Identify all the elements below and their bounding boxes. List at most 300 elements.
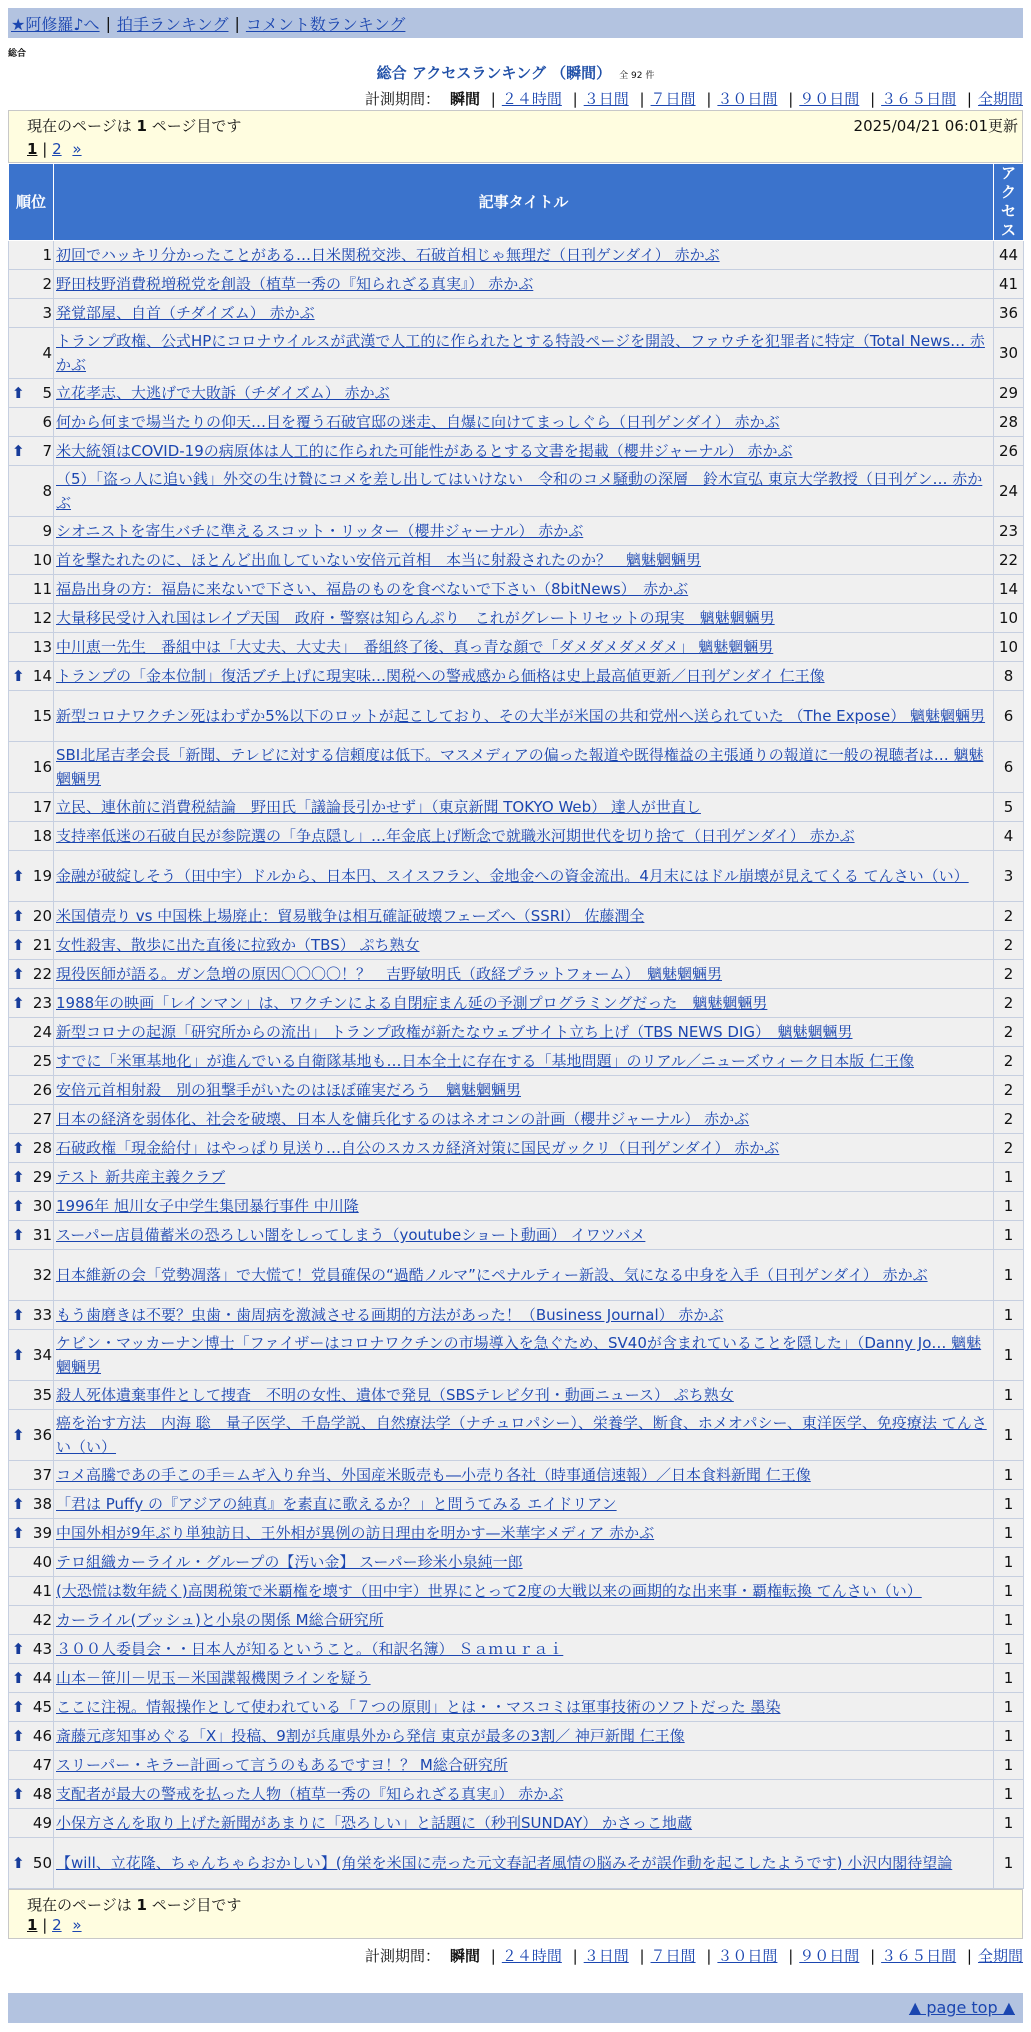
rank-number: 12 [32,609,52,627]
access-count: 1 [994,1664,1024,1693]
article-link[interactable]: 癌を治す方法 内海 聡 量子医学、千島学説、自然療法学（ナチュロパシー）、栄養学、断食、ホメオパシー、東洋医学、免疫療法 てんさい（い） [56,1414,987,1456]
access-count: 26 [994,437,1024,466]
title-cell [54,691,994,742]
access-count: 1 [994,1722,1024,1751]
rank-cell [9,793,54,822]
rank-number: 19 [32,867,52,885]
up-arrow-icon: ⬆ [12,1727,25,1745]
title-cell [54,1410,994,1461]
rank-number: 2 [42,275,52,293]
title-cell [54,1838,994,1889]
article-link[interactable]: （5）「盗っ人に追い銭」外交の生け贄にコメを差し出してはいけない 令和のコメ騒動の深層 鈴木宣弘 東京大学教授（日刊ゲン… 赤かぶ [56,470,983,512]
access-count: 29 [994,379,1024,408]
article-link[interactable]: 新型コロナワクチン死はわずか5%以下のロットが起こしており、その大半が米国の共和党州へ送られていた （The Expose） 魑魅魍魎男 [56,707,986,725]
access-count: 10 [994,604,1024,633]
rank-number: 34 [32,1346,52,1364]
article-link[interactable]: 殺人死体遺棄事件として捜査 不明の女性、遺体で発見（SBSテレビ夕刊・動画ニュース） ぷち熟女 [56,1386,734,1404]
period-separator: | [706,1947,712,1965]
up-arrow-icon: ⬆ [12,965,25,983]
title-cell [54,1076,994,1105]
period-3d-link[interactable]: ３日間 [583,1947,629,1965]
rank-cell [9,1519,54,1548]
period-separator: | [639,1947,645,1965]
rank-cell [9,1751,54,1780]
rank-number: 26 [32,1081,52,1099]
period-separator: | [788,90,794,108]
period-365d-link[interactable]: ３６５日間 [881,90,957,108]
period-current: 瞬間 [449,1947,480,1965]
up-arrow-icon: ⬆ [12,1854,25,1872]
period-separator: | [870,1947,876,1965]
table-row [9,1548,1024,1577]
table-row [9,1809,1024,1838]
table-row [9,1250,1024,1301]
access-count: 2 [994,1018,1024,1047]
current-page-info [27,115,241,136]
ranking-table [8,163,1024,1889]
rank-number: 24 [32,1023,52,1041]
rank-number: 37 [32,1466,52,1484]
table-row [9,437,1024,466]
title-cell [54,1221,994,1250]
current-page-info [27,1894,241,1915]
rank-number: 25 [32,1052,52,1070]
rank-number: 35 [32,1386,52,1404]
rank-cell [9,960,54,989]
access-count: 1 [994,1519,1024,1548]
article-link[interactable]: 新型コロナの起源「研究所からの流出」 トランプ政権が新たなウェブサイト立ち上げ（TBS NEWS DIG） 魑魅魍魎男 [56,1023,853,1041]
article-link[interactable]: コメ高騰であの手この手＝ムギ入り弁当、外国産米販売も―小売り各社（時事通信速報）／日本食料新聞 仁王像 [56,1466,811,1484]
table-row [9,1519,1024,1548]
rank-cell [9,1577,54,1606]
article-link[interactable]: 中国外相が9年ぶり単独訪日、王外相が異例の訪日理由を明かす—米華字メディア 赤かぶ [56,1524,655,1542]
rank-cell [9,270,54,299]
table-row [9,299,1024,328]
rank-cell [9,1330,54,1381]
period-90d-link[interactable]: ９０日間 [799,1947,860,1965]
table-row [9,379,1024,408]
rank-cell [9,466,54,517]
access-count: 1 [994,1381,1024,1410]
table-row [9,517,1024,546]
title-cell [54,1330,994,1381]
article-link[interactable]: 支配者が最大の警戒を払った人物（植草一秀の『知られざる真実』） 赤かぶ [56,1785,564,1803]
up-arrow-icon: ⬆ [12,1426,25,1444]
rank-cell [9,546,54,575]
rank-number: 21 [32,936,52,954]
article-link[interactable]: 支持率低迷の石破自民が参院選の「争点隠し」…年金底上げ断念で就職氷河期世代を切り捨て（日刊ゲンダイ） 赤かぶ [56,827,855,845]
access-count: 1 [994,1461,1024,1490]
comment-ranking-link[interactable]: コメント数ランキング [245,14,406,34]
rank-cell [9,437,54,466]
up-arrow-icon: ⬆ [12,1168,25,1186]
period-7d-link[interactable]: ７日間 [650,1947,696,1965]
article-link[interactable]: カーライル(ブッシュ)と小泉の関係 M総合研究所 [56,1611,384,1629]
title-cell [54,1635,994,1664]
up-arrow-icon: ⬆ [12,667,25,685]
access-count: 1 [994,1410,1024,1461]
applause-ranking-link[interactable]: 拍手ランキング [116,14,229,34]
rank-number: 43 [32,1640,52,1658]
article-link[interactable]: 中川恵一先生 番組中は「大丈夫、大丈夫」 番組終了後、真っ青な顔で「ダメダメダメダメ」 魑魅魍魎男 [56,638,774,656]
article-link[interactable]: 米大統領はCOVID-19の病原体は人工的に作られた可能性があるとする文書を掲載（櫻井ジャーナル） 赤かぶ [56,442,793,460]
table-row [9,466,1024,517]
title-cell [54,633,994,662]
page-2-link[interactable]: 2 [52,140,62,158]
period-separator: | [572,1947,578,1965]
table-row [9,742,1024,793]
article-link[interactable]: 立民、連休前に消費税結論 野田氏「議論長引かせず」（東京新聞 TOKYO Web） 達人が世直し [56,798,701,816]
period-current: 瞬間 [449,90,480,108]
table-row [9,1221,1024,1250]
rank-cell [9,575,54,604]
table-row [9,1105,1024,1134]
period-separator: | [706,90,712,108]
article-link[interactable]: ここに注視。情報操作として使われている「７つの原則」とは・・マスコミは軍事技術のソフトだった 墨染 [56,1698,781,1716]
access-count: 1 [994,1221,1024,1250]
access-count: 2 [994,1047,1024,1076]
table-header-row [9,164,1024,241]
access-count: 1 [994,1577,1024,1606]
page-info-prefix: 現在のページは [27,117,132,135]
article-link[interactable]: テロ組織カーライル・グループの【汚い金】 スーパー珍米小泉純一郎 [56,1553,523,1571]
access-count: 36 [994,299,1024,328]
page-links [27,140,82,158]
article-link[interactable]: 野田枝野消費税増税党を創設（植草一秀の『知られざる真実』） 赤かぶ [56,275,534,293]
title-cell [54,575,994,604]
period-365d-link[interactable]: ３６５日間 [881,1947,957,1965]
access-count: 44 [994,241,1024,270]
access-count: 3 [994,851,1024,902]
rank-cell [9,1250,54,1301]
rank-cell [9,851,54,902]
article-link[interactable]: 山本－笹川－児玉－米国諜報機関ラインを疑う [56,1669,371,1687]
rank-cell [9,604,54,633]
rank-cell [9,742,54,793]
current-page-number: 1 [136,117,147,135]
rank-number: 1 [42,246,52,264]
article-link[interactable]: 立花孝志、大逃げで大敗訴（チダイズム） 赤かぶ [56,384,390,402]
rank-cell [9,662,54,691]
access-count: 1 [994,1192,1024,1221]
article-link[interactable]: (大恐慌は数年続く)高関税策で米覇権を壊す（田中宇）世界にとって2度の大戦以来の画期的な出来事・覇権転換 てんさい（い） [56,1582,922,1600]
rank-cell [9,1780,54,1809]
rank-cell [9,1664,54,1693]
rank-number: 27 [32,1110,52,1128]
period-separator: | [966,90,972,108]
page-1: 1 [27,140,38,158]
period-label: 計測期間： [364,90,440,108]
rank-cell [9,1548,54,1577]
table-row [9,1664,1024,1693]
access-count: 1 [994,1250,1024,1301]
rank-cell [9,1838,54,1889]
period-30d-link[interactable]: ３０日間 [717,90,778,108]
access-count: 1 [994,1163,1024,1192]
access-count: 1 [994,1490,1024,1519]
page-2-link[interactable]: 2 [52,1916,62,1934]
table-row [9,1635,1024,1664]
access-count: 41 [994,270,1024,299]
rank-number: 9 [42,522,52,540]
table-row [9,1134,1024,1163]
rank-number: 48 [32,1785,52,1803]
article-link[interactable]: 小保方さんを取り上げた新聞があまりに「恐ろしい」と話題に（秒刊SUNDAY） かさっこ地蔵 [56,1814,693,1832]
access-count: 2 [994,989,1024,1018]
table-row [9,408,1024,437]
rank-number: 30 [32,1197,52,1215]
article-link[interactable]: ３００人委員会・・日本人が知るということ。（和訳名簿） Ｓａｍｕｒａｉ [56,1640,564,1658]
category-label: 総合 [8,49,27,59]
rank-number: 5 [42,384,52,402]
access-count: 2 [994,902,1024,931]
access-count: 22 [994,546,1024,575]
up-arrow-icon: ⬆ [12,994,25,1012]
next-page-link[interactable]: » [72,1916,82,1934]
updated-timestamp: 2025/04/21 06:01更新 [853,117,1018,135]
table-row [9,851,1024,902]
rank-cell [9,328,54,379]
table-row [9,328,1024,379]
title-cell [54,1163,994,1192]
article-link[interactable]: 金融が破綻しそう（田中宇）ドルから、日本円、スイスフラン、金地金への資金流出。4月末にはドル崩壊が見えてくる てんさい（い） [56,867,969,885]
rank-number: 50 [32,1854,52,1872]
rank-cell [9,1134,54,1163]
up-arrow-icon: ⬆ [12,1698,25,1716]
current-page-number: 1 [136,1896,147,1914]
rank-number: 17 [32,798,52,816]
article-link[interactable]: すでに「米軍基地化」が進んでいる自衛隊基地も…日本全土に存在する「基地問題」のリアル／ニューズウィーク日本版 仁王像 [56,1052,914,1070]
period-separator: | [870,90,876,108]
page-top-link[interactable]: ▲ page top ▲ [908,1998,1015,2017]
title-cell [54,1809,994,1838]
article-link[interactable]: もう歯磨きは不要？虫歯・歯周病を激減させる画期的方法があった！（Business Journal） 赤かぶ [56,1306,724,1324]
title-cell [54,1519,994,1548]
top-nav-bar [8,8,1023,38]
title-cell [54,328,994,379]
table-row [9,1490,1024,1519]
up-arrow-icon: ⬆ [12,1669,25,1687]
table-row [9,1722,1024,1751]
rank-number: 4 [42,344,52,362]
access-count: 30 [994,328,1024,379]
article-link[interactable]: 1996年 旭川女子中学生集団暴行事件 中川隆 [56,1197,359,1215]
table-row [9,1606,1024,1635]
title-cell [54,437,994,466]
period-all-link[interactable]: 全期間 [977,1947,1023,1965]
period-separator: | [490,90,496,108]
article-link[interactable]: スーパー店員備蓄米の恐ろしい闇をしってしまう（youtubeショート動画） イワツバメ [56,1226,646,1244]
rank-cell [9,1192,54,1221]
page-separator: | [42,140,48,158]
rank-cell [9,1163,54,1192]
access-count: 6 [994,691,1024,742]
title-cell [54,1751,994,1780]
article-link[interactable]: SBI北尾吉孝会長「新聞、テレビに対する信頼度は低下。マスメディアの偏った報道や既得権益の主張通りの報道に一般の視聴者は… 魑魅魍魎男 [56,746,984,788]
page-info-suffix: ページ目です [151,117,242,135]
rank-cell [9,299,54,328]
table-row [9,931,1024,960]
period-3d-link[interactable]: ３日間 [583,90,629,108]
title-cell [54,902,994,931]
article-link[interactable]: ケビン・マッカーナン博士「ファイザーはコロナワクチンの市場導入を急ぐため、SV40が含まれていることを隠した」（Danny Jo… 魑魅魍魎男 [56,1334,982,1376]
access-count: 1 [994,1838,1024,1889]
rank-number: 7 [42,442,52,460]
table-row [9,1192,1024,1221]
rank-number: 41 [32,1582,52,1600]
up-arrow-icon: ⬆ [12,442,25,460]
rank-cell [9,931,54,960]
period-7d-link[interactable]: ７日間 [650,90,696,108]
nav-separator: | [234,13,240,33]
rank-number: 46 [32,1727,52,1745]
title-cell [54,517,994,546]
article-link[interactable]: スリーパー・キラー計画って言うのもあるですヨ！？ M総合研究所 [56,1756,508,1774]
table-row [9,1047,1024,1076]
rank-cell [9,1018,54,1047]
nav-separator: | [105,13,111,33]
rank-number: 44 [32,1669,52,1687]
rank-number: 47 [32,1756,52,1774]
rank-cell [9,1809,54,1838]
period-24h-link[interactable]: ２４時間 [501,1947,562,1965]
table-row [9,1751,1024,1780]
title-cell [54,851,994,902]
title-cell [54,1577,994,1606]
title-cell [54,1134,994,1163]
article-link[interactable]: 何から何まで場当たりの仰天…目を覆う石破官邸の迷走、自爆に向けてまっしぐら（日刊ゲンダイ） 赤かぶ [56,413,780,431]
access-count: 1 [994,1330,1024,1381]
title-cell [54,379,994,408]
article-link[interactable]: 福島出身の方：福島に来ないで下さい、福島のものを食べないで下さい（8bitNews） 赤かぶ [56,580,689,598]
article-link[interactable]: 斎藤元彦知事めぐる「X」投稿、9割が兵庫県外から発信 東京が最多の3割／ 神戸新聞 仁王像 [56,1727,685,1745]
table-row [9,1461,1024,1490]
rank-number: 36 [32,1426,52,1444]
access-count: 2 [994,960,1024,989]
title-cell [54,299,994,328]
rank-cell [9,1606,54,1635]
article-link[interactable]: 安倍元首相射殺 別の狙撃手がいたのはほぼ確実だろう 魑魅魍魎男 [56,1081,522,1099]
period-all-link[interactable]: 全期間 [977,90,1023,108]
rank-cell [9,902,54,931]
pager-bottom [8,1889,1023,1939]
table-row [9,793,1024,822]
rank-cell [9,241,54,270]
table-row [9,575,1024,604]
header-rank: 順位 [9,164,54,241]
title-cell [54,1693,994,1722]
access-count: 14 [994,575,1024,604]
period-separator: | [639,90,645,108]
period-separator: | [788,1947,794,1965]
rank-number: 23 [32,994,52,1012]
page-info-prefix: 現在のページは [27,1896,132,1914]
rank-number: 11 [32,580,52,598]
access-count: 1 [994,1780,1024,1809]
article-link[interactable]: 米国債売り vs 中国株上場廃止：貿易戦争は相互確証破壊フェーズへ（SSRI） 佐藤潤全 [56,907,645,925]
rank-number: 29 [32,1168,52,1186]
table-row [9,1301,1024,1330]
rank-cell [9,1410,54,1461]
title-cell [54,1301,994,1330]
article-link[interactable]: 現役医師が語る。ガン急増の原因〇〇〇〇！？ 吉野敏明氏（政経プラットフォーム） 魑魅魍魎男 [56,965,723,983]
rank-number: 39 [32,1524,52,1542]
next-page-link[interactable]: » [72,140,82,158]
rank-cell [9,633,54,662]
up-arrow-icon: ⬆ [12,384,25,402]
rank-cell [9,1693,54,1722]
period-24h-link[interactable]: ２４時間 [501,90,562,108]
table-row [9,1163,1024,1192]
page-title-row [0,62,1031,83]
rank-number: 8 [42,482,52,500]
rank-number: 49 [32,1814,52,1832]
title-cell [54,1250,994,1301]
article-link[interactable]: トランプ政権、公式HPにコロナウイルスが武漢で人工的に作られたとする特設ページを開設、ファウチを犯罪者に特定（Total News… 赤かぶ [56,332,985,374]
home-link[interactable]: ★阿修羅♪へ [11,14,100,34]
access-count: 1 [994,1809,1024,1838]
title-cell [54,1192,994,1221]
article-link[interactable]: 女性殺害、散歩に出た直後に拉致か（TBS） ぷち熟女 [56,936,420,954]
access-count: 1 [994,1751,1024,1780]
up-arrow-icon: ⬆ [12,1640,25,1658]
article-link[interactable]: テスト 新共産主義クラブ [56,1168,226,1186]
access-count: 4 [994,822,1024,851]
title-cell [54,822,994,851]
table-row [9,546,1024,575]
table-row [9,1381,1024,1410]
up-arrow-icon: ⬆ [12,1197,25,1215]
period-separator: | [490,1947,496,1965]
article-link[interactable]: 1988年の映画「レインマン」は、ワクチンによる自閉症まん延の予測プログラミングだった 魑魅魍魎男 [56,994,768,1012]
table-row [9,960,1024,989]
article-link[interactable]: 日本の経済を弱体化、社会を破壊、日本人を傭兵化するのはネオコンの計画（櫻井ジャーナル） 赤かぶ [56,1110,750,1128]
access-count: 2 [994,1105,1024,1134]
period-90d-link[interactable]: ９０日間 [799,90,860,108]
article-link[interactable]: 日本維新の会「党勢凋落」で大慌て！党員確保の“過酷ノルマ”にペナルティー新設、気になる中身を入手（日刊ゲンダイ） 赤かぶ [56,1266,928,1284]
page-title: 総合 アクセスランキング （瞬間） [376,64,612,82]
access-count: 1 [994,1693,1024,1722]
rank-cell [9,1381,54,1410]
article-link[interactable]: トランプの「金本位制」復活ブチ上げに現実味…関税への警戒感から価格は史上最高値更新／日刊ゲンダイ 仁王像 [56,667,825,685]
access-count: 28 [994,408,1024,437]
title-cell [54,662,994,691]
up-arrow-icon: ⬆ [12,1226,25,1244]
title-cell [54,604,994,633]
access-count: 1 [994,1301,1024,1330]
article-link[interactable]: 首を撃たれたのに、ほとんど出血していない安倍元首相 本当に射殺されたのか？ 魑魅魍魎男 [56,551,702,569]
article-link[interactable]: 発覚部屋、自首（チダイズム） 赤かぶ [56,304,315,322]
rank-number: 38 [32,1495,52,1513]
up-arrow-icon: ⬆ [12,1495,25,1513]
up-arrow-icon: ⬆ [12,1785,25,1803]
period-30d-link[interactable]: ３０日間 [717,1947,778,1965]
table-row [9,1330,1024,1381]
table-row [9,1410,1024,1461]
access-count: 6 [994,742,1024,793]
article-link[interactable]: 【will、立花隆、ちゃんちゃらおかしい】(角栄を米国に売った元文春記者風情の脳みそが誤作動を起こしたようです) 小沢内閣待望論 [56,1854,953,1872]
up-arrow-icon: ⬆ [12,1524,25,1542]
title-cell [54,1381,994,1410]
up-arrow-icon: ⬆ [12,1346,25,1364]
article-link[interactable]: 「君は Puffy の『アジアの純真』を素直に歌えるか？」と問うてみる エイドリアン [56,1495,617,1513]
table-row [9,604,1024,633]
article-link[interactable]: 石破政権「現金給付」はやっぱり見送り…自公のスカスカ経済対策に国民ガックリ（日刊ゲンダイ） 赤かぶ [56,1139,780,1157]
article-link[interactable]: 大量移民受け入れ国はレイプ天国 政府・警察は知らんぷり これがグレートリセットの現実 魑魅魍魎男 [56,609,775,627]
title-cell [54,1461,994,1490]
article-link[interactable]: シオニストを寄生バチに準えるスコット・リッター（櫻井ジャーナル） 赤かぶ [56,522,584,540]
article-link[interactable]: 初回でハッキリ分かったことがある…日米関税交渉、石破首相じゃ無理だ（日刊ゲンダイ） 赤かぶ [56,246,720,264]
